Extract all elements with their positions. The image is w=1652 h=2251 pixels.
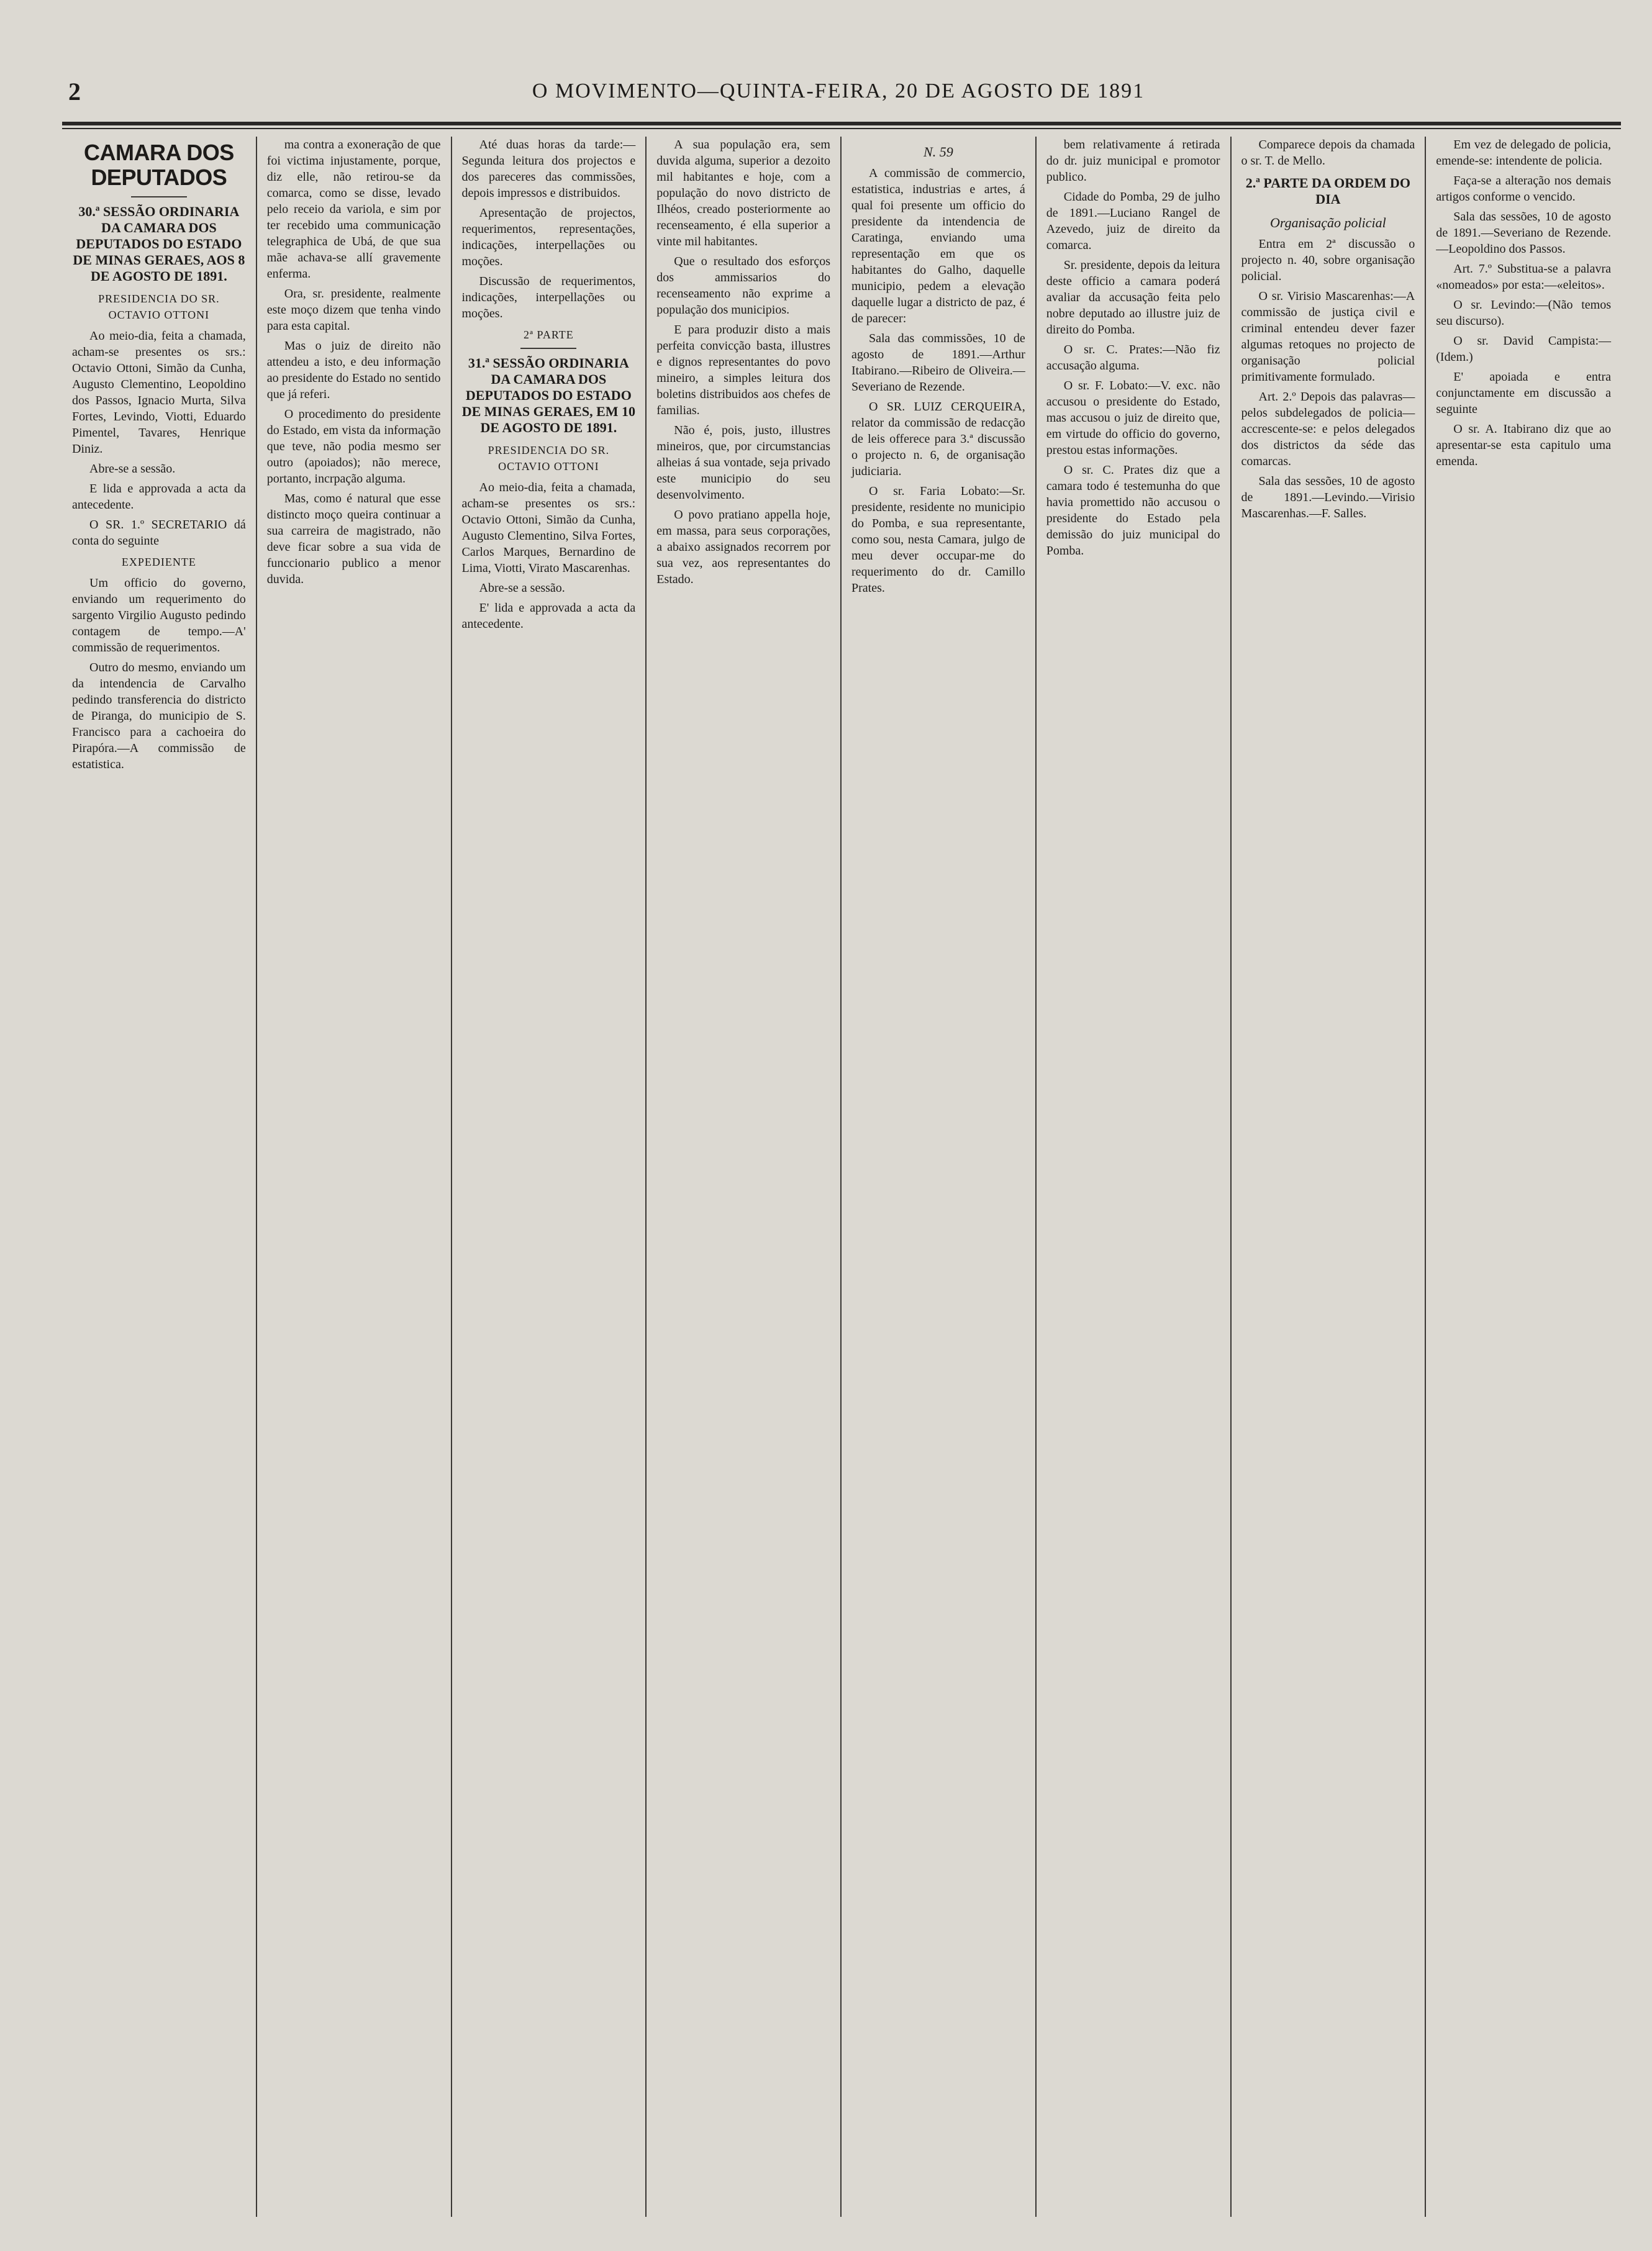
- paragraph: O sr. Levindo:—(Não temos seu discurso).: [1436, 298, 1611, 328]
- paragraph: Comparece depois da chamada o sr. T. de Mello.: [1241, 138, 1415, 168]
- section-heading: CAMARA DOS DEPUTADOS: [84, 140, 234, 190]
- paragraph: A sua população era, sem duvida alguma, superior a dezoito mil habitantes e hoje, com a população do novo districto de Ilhéos, creado posteriormente ao recenseamento, é ella superior a vinte mil habitantes.: [656, 138, 830, 248]
- header-rule-thick: [62, 122, 1621, 125]
- paragraph: ma contra a exoneração de que foi victima injustamente, porque, diz elle, não retirou-se da comarca, como se disse, levado pelo receio da variola, e sim por ter recebido uma communicação telegraphica de Ubá, de que sua mãe achava-se allí gravemente enferma.: [266, 138, 441, 281]
- presidency-line: PRESIDENCIA DO SR. OCTAVIO OTTONI: [488, 444, 610, 473]
- paragraph: Outro do mesmo, enviando um da intendencia de Carvalho pedindo transferencia do districto de Piranga, do municipio de S. Francisco para a cachoeira do Pirapóra.—A commissão de estatistica.: [72, 661, 246, 771]
- paragraph: Em vez de delegado de policia, emende-se: intendente de policia.: [1436, 138, 1611, 168]
- paragraph: O sr. Virisio Mascarenhas:—A commissão de justiça civil e criminal entendeu dever fazer algumas retoques no projecto de organisação policial primitivamente formulado.: [1241, 289, 1415, 384]
- paragraph: Ao meio-dia, feita a chamada, acham-se presentes os srs.: Octavio Ottoni, Simão da Cunha, Augusto Clementino, Silva Fortes, Carlos Marques, Bernardino de Lima, Viotti, Virato Mascarenhas.: [461, 481, 636, 575]
- paragraph: O sr. David Campista:—(Idem.): [1436, 334, 1611, 364]
- column-1: [62, 137, 257, 2217]
- paragraph: Abre-se a sessão.: [89, 462, 176, 476]
- paragraph: Apresentação de projectos, requerimentos, representações, indicações, interpellações ou moções.: [461, 206, 636, 268]
- paragraph: Discussão de requerimentos, indicações, interpellações ou moções.: [461, 274, 636, 320]
- paragraph: Que o resultado dos esforços dos ammissarios do recenseamento não exprime a população dos municipios.: [656, 255, 830, 317]
- paragraph: bem relativamente á retirada do dr. juiz municipal e promotor publico.: [1046, 138, 1220, 184]
- masthead: [68, 75, 1609, 112]
- paragraph: Faça-se a alteração nos demais artigos conforme o vencido.: [1436, 174, 1611, 204]
- paragraph: O SR. LUIZ CERQUEIRA, relator da commissão de redacção de leis offerece para 3.ª discussão o projecto n. 6, de organisação judiciaria.: [851, 400, 1025, 478]
- columns: [62, 137, 1621, 2217]
- paragraph: E' apoiada e entra conjunctamente em discussão a seguinte: [1436, 370, 1611, 416]
- session-title: 31.ª SESSÃO ORDINARIA DA CAMARA DOS DEPUTADOS DO ESTADO DE MINAS GERAES, EM 10 DE AGOSTO DE 1891.: [461, 355, 636, 435]
- paragraph: Sala das sessões, 10 de agosto de 1891.—Levindo.—Virisio Mascarenhas.—F. Salles.: [1241, 474, 1415, 520]
- paragraph: E para produzir disto a mais perfeita convicção basta, illustres e dignos representantes do povo mineiro, a simples leitura dos boletins distribuidos aos chefes de familias.: [656, 323, 830, 417]
- section-heading: 2.ª PARTE DA ORDEM DO DIA: [1245, 175, 1410, 207]
- column-4: [647, 137, 842, 2217]
- column-8: [1426, 137, 1621, 2217]
- paragraph: Art. 2.º Depois das palavras—pelos subdelegados de policia—accrescente-se: e pelos delegados dos districtos da séde das comarcas.: [1241, 390, 1415, 468]
- column-2: [257, 137, 452, 2217]
- session-title: 30.ª SESSÃO ORDINARIA DA CAMARA DOS DEPUTADOS DO ESTADO DE MINAS GERAES, AOS 8 DE AGOSTO DE 1891.: [73, 204, 245, 284]
- paragraph: E lida e approvada a acta da antecedente.: [72, 482, 246, 512]
- paragraph: A commissão de commercio, estatistica, industrias e artes, á qual foi presente um officio do presidente da intendencia de Caratinga, enviando uma representação em que os habitantes do Galho, daquelle municipio, pedem a elevação daquelle lugar a districto de paz, é de parecer:: [851, 166, 1025, 325]
- paragraph: O procedimento do presidente do Estado, em vista da informação que teve, não podia mesmo ser outro (apoiados); não merece, portanto, incrpação alguma.: [266, 407, 441, 486]
- paragraph: E' lida e approvada a acta da antecedente.: [461, 601, 636, 631]
- paragraph: Sala das sessões, 10 de agosto de 1891.—Severiano de Rezende.—Leopoldino dos Passos.: [1436, 210, 1611, 256]
- paragraph: O sr. A. Itabirano diz que ao apresentar-se esta capitulo uma emenda.: [1436, 422, 1611, 468]
- part-label: 2ª PARTE: [524, 328, 574, 341]
- header-rule-thin: [62, 128, 1621, 129]
- paragraph: Um officio do governo, enviando um requerimento do sargento Virgilio Augusto pedindo contagem de tempo.—A' commissão de requerimentos.: [72, 576, 246, 654]
- paragraph: O sr. F. Lobato:—V. exc. não accusou o presidente do Estado, mas accusou o juiz de direito que, em virtude do officio do governo, prestou estas informações.: [1046, 379, 1220, 457]
- column-3: [452, 137, 647, 2217]
- paragraph: Mas o juiz de direito não attendeu a isto, e deu informação ao presidente do Estado no sentido que já referi.: [266, 339, 441, 401]
- paragraph: Mas, como é natural que esse distincto moço queira continuar a sua carreira de magistrado, não deve ficar sobre a sua vida de funccionario publico a menor duvida.: [266, 492, 441, 586]
- item-heading: N. 59: [924, 144, 953, 160]
- section-label: EXPEDIENTE: [121, 556, 196, 568]
- paragraph: Entra em 2ª discussão o projecto n. 40, sobre organisação policial.: [1241, 237, 1415, 283]
- page-number: 2: [68, 78, 81, 106]
- column-5: [842, 137, 1037, 2217]
- presidency-line: PRESIDENCIA DO SR. OCTAVIO OTTONI: [98, 292, 220, 321]
- paragraph: O sr. Faria Lobato:—Sr. presidente, residente no municipio do Pomba, e sua representante, como sou, nesta Camara, julgo de meu dever occupar-me do requerimento do dr. Camillo Prates.: [851, 484, 1025, 595]
- paragraph: O SR. 1.º SECRETARIO dá conta do seguinte: [72, 518, 246, 548]
- column-7: [1232, 137, 1427, 2217]
- divider: [520, 348, 576, 349]
- column-6: [1037, 137, 1232, 2217]
- subsection-heading: Organisação policial: [1269, 215, 1386, 230]
- paragraph: Ora, sr. presidente, realmente este moço dizem que tenha vindo para esta capital.: [266, 287, 441, 333]
- paragraph: O sr. C. Prates diz que a camara todo é testemunha do que havia promettido não accusou o presidente do Estado pela demissão do juiz municipal do Pomba.: [1046, 463, 1220, 558]
- paragraph: Art. 7.º Substitua-se a palavra «nomeados» por esta:—«eleitos».: [1436, 262, 1611, 292]
- paragraph: O povo pratiano appella hoje, em massa, para seus corporações, a abaixo assignados recorrem por sua vez, aos representantes do Estado.: [656, 508, 830, 586]
- paragraph: Sr. presidente, depois da leitura deste officio a camara poderá avaliar da accusação feita pelo nobre deputado ao illustre juiz de direito do Pomba.: [1046, 258, 1220, 337]
- paragraph: Não é, pois, justo, illustres mineiros, que, por circumstancias alheias á sua vontade, seja privado este municipio do seu desenvolvimento.: [656, 423, 830, 502]
- paragraph: Cidade do Pomba, 29 de julho de 1891.—Luciano Rangel de Azevedo, juiz de direito da comarca.: [1046, 190, 1220, 252]
- newspaper-header-title: O MOVIMENTO—QUINTA-FEIRA, 20 DE AGOSTO DE 1891: [532, 79, 1145, 102]
- divider: [131, 196, 187, 197]
- paragraph: Até duas horas da tarde:—Segunda leitura dos projectos e dos pareceres das commissões, depois impressos e distribuidos.: [461, 138, 636, 200]
- paragraph: O sr. C. Prates:—Não fiz accusação alguma.: [1046, 343, 1220, 373]
- paragraph: Sala das commissões, 10 de agosto de 1891.—Arthur Itabirano.—Ribeiro de Oliveira.—Severiano de Rezende.: [851, 332, 1025, 394]
- paragraph: Abre-se a sessão.: [479, 581, 565, 595]
- paragraph: Ao meio-dia, feita a chamada, acham-se presentes os srs.: Octavio Ottoni, Simão da Cunha, Augusto Clementino, Leopoldino dos Passos, Ignacio Murta, Silva Fortes, Levindo, Viotti, Eduardo Pimentel, Tavares, Henrique Diniz.: [72, 329, 246, 456]
